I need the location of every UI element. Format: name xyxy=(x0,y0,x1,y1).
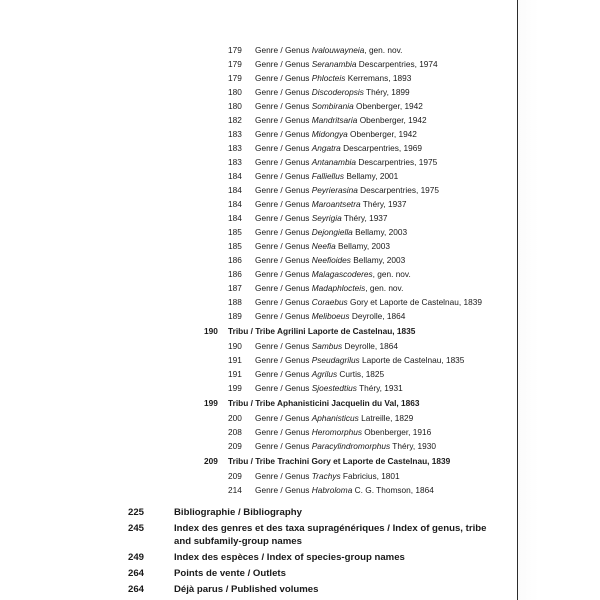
author: Fabricius, 1801 xyxy=(340,471,400,481)
entry-text xyxy=(255,184,439,197)
genus-name: Meliboeus xyxy=(311,311,350,321)
author: Obenberger, 1942 xyxy=(347,129,417,139)
rank-label: Genre / Genus xyxy=(255,341,310,351)
rank-label: Genre / Genus xyxy=(255,143,310,153)
page-number: 249 xyxy=(128,552,145,563)
rank-label: Genre / Genus xyxy=(255,101,310,111)
section-title: Index des espèces / Index of species-group names xyxy=(174,552,405,563)
entry-text xyxy=(255,212,388,225)
entry-text xyxy=(255,86,410,99)
entry-text xyxy=(255,198,406,211)
rank-label: Genre / Genus xyxy=(255,471,310,481)
rank-label: Genre / Genus xyxy=(255,241,310,251)
tribe-label: Tribu / Tribe Aphanisticini Jacquelin du Val, 1863 xyxy=(228,398,420,408)
page-number: 209 xyxy=(228,441,242,451)
genus-name: Sjoestedtius xyxy=(311,383,357,393)
page-number: 179 xyxy=(228,73,242,83)
genus-name: Maroantsetra xyxy=(311,199,361,209)
rank-label: Genre / Genus xyxy=(255,129,310,139)
page-number: 188 xyxy=(228,297,242,307)
entry-text xyxy=(255,282,403,295)
author: Bellamy, 2001 xyxy=(344,171,399,181)
entry-text xyxy=(255,484,434,497)
genus-name: Falliellus xyxy=(311,171,345,181)
entry-text xyxy=(255,382,403,395)
page-number: 186 xyxy=(228,269,242,279)
author: Laporte de Castelnau, 1835 xyxy=(359,355,465,365)
entry-text xyxy=(255,412,413,425)
page-number: 180 xyxy=(228,101,242,111)
rank-label: Genre / Genus xyxy=(255,185,310,195)
page-number: 183 xyxy=(228,129,242,139)
rank-label: Genre / Genus xyxy=(255,59,310,69)
genus-name: Phlocteis xyxy=(311,73,346,83)
section-title: Bibliographie / Bibliography xyxy=(174,507,302,518)
author: Théry, 1937 xyxy=(341,213,388,223)
rank-label: Genre / Genus xyxy=(255,87,310,97)
entry-text xyxy=(255,100,423,113)
genus-name: Habroloma xyxy=(311,485,353,495)
rank-label: Genre / Genus xyxy=(255,427,310,437)
page-edge-line xyxy=(517,0,518,600)
rank-label: Genre / Genus xyxy=(255,383,310,393)
page-number: 186 xyxy=(228,255,242,265)
author: , gen. nov. xyxy=(365,283,404,293)
entry-text xyxy=(255,44,402,57)
author: Latreille, 1829 xyxy=(358,413,414,423)
entry-text xyxy=(255,470,400,483)
entry-text xyxy=(255,240,390,253)
genus-name: Heromorphus xyxy=(311,427,362,437)
entry-text xyxy=(255,426,431,439)
page-margin xyxy=(518,0,600,600)
rank-label: Genre / Genus xyxy=(255,441,310,451)
author: C. G. Thomson, 1864 xyxy=(352,485,434,495)
genus-name: Antanambia xyxy=(311,157,357,167)
genus-name: Paracylindromorphus xyxy=(311,441,391,451)
author: Curtis, 1825 xyxy=(337,369,385,379)
author: Obenberger, 1916 xyxy=(362,427,432,437)
entry-text xyxy=(255,296,482,309)
rank-label: Genre / Genus xyxy=(255,157,310,167)
entry-text xyxy=(255,142,422,155)
page-number: 208 xyxy=(228,427,242,437)
entry-text xyxy=(255,368,384,381)
entry-text xyxy=(255,340,398,353)
page-number: 183 xyxy=(228,157,242,167)
author: Descarpentries, 1975 xyxy=(357,185,440,195)
page-number: 184 xyxy=(228,171,242,181)
author: Théry, 1937 xyxy=(360,199,407,209)
rank-label: Genre / Genus xyxy=(255,355,310,365)
genus-name: Malagascoderes xyxy=(311,269,373,279)
page-number: 199 xyxy=(228,383,242,393)
entry-text xyxy=(255,58,438,71)
page-number: 189 xyxy=(228,311,242,321)
page-number: 182 xyxy=(228,115,242,125)
rank-label: Genre / Genus xyxy=(255,369,310,379)
rank-label: Genre / Genus xyxy=(255,171,310,181)
genus-name: Neefia xyxy=(311,241,336,251)
page-number: 185 xyxy=(228,241,242,251)
page-number: 264 xyxy=(128,568,145,579)
page-number: 180 xyxy=(228,87,242,97)
genus-name: Discoderopsis xyxy=(311,87,364,97)
author: Théry, 1930 xyxy=(390,441,436,451)
rank-label: Genre / Genus xyxy=(255,269,310,279)
author: Bellamy, 2003 xyxy=(352,227,408,237)
author: Descarpentries, 1975 xyxy=(356,157,438,167)
entry-text xyxy=(255,72,411,85)
genus-name: Seranambia xyxy=(311,59,357,69)
author: Obenberger, 1942 xyxy=(357,115,427,125)
rank-label: Genre / Genus xyxy=(255,199,310,209)
tribe-label: Tribu / Tribe Agrilini Laporte de Castelnau, 1835 xyxy=(228,326,416,336)
author: Théry, 1931 xyxy=(356,383,403,393)
genus-name: Madaphlocteis xyxy=(311,283,366,293)
rank-label: Genre / Genus xyxy=(255,213,310,223)
entry-text xyxy=(255,114,427,127)
author: Théry, 1899 xyxy=(363,87,410,97)
page-number: 184 xyxy=(228,213,242,223)
genus-name: Coraebus xyxy=(311,297,348,307)
author: Gory et Laporte de Castelnau, 1839 xyxy=(347,297,482,307)
author: Kerremans, 1893 xyxy=(345,73,412,83)
page-number: 190 xyxy=(228,341,242,351)
author: , gen. nov. xyxy=(364,45,403,55)
page-number: 264 xyxy=(128,584,145,595)
author: Deyrolle, 1864 xyxy=(342,341,398,351)
entry-text xyxy=(255,310,405,323)
entry-text xyxy=(255,354,464,367)
author: Deyrolle, 1864 xyxy=(349,311,406,321)
rank-label: Genre / Genus xyxy=(255,73,310,83)
genus-name: Angatra xyxy=(311,143,341,153)
genus-name: Peyrierasina xyxy=(311,185,358,195)
rank-label: Genre / Genus xyxy=(255,413,310,423)
rank-label: Genre / Genus xyxy=(255,283,310,293)
author: Obenberger, 1942 xyxy=(353,101,423,111)
genus-name: Pseudagrilus xyxy=(311,355,360,365)
entry-text xyxy=(255,254,405,267)
page-number: 214 xyxy=(228,485,242,495)
page-number: 191 xyxy=(228,355,242,365)
rank-label: Genre / Genus xyxy=(255,297,310,307)
author: Bellamy, 2003 xyxy=(350,255,406,265)
section-title-line2: and subfamily-group names xyxy=(174,536,302,547)
genus-name: Sombirania xyxy=(311,101,354,111)
entry-text xyxy=(255,170,398,183)
section-title: Index des genres et des taxa supragénériques / Index of genus, tribe xyxy=(174,523,487,534)
entry-text xyxy=(255,268,411,281)
author: , gen. nov. xyxy=(372,269,411,279)
section-title: Déjà parus / Published volumes xyxy=(174,584,319,595)
author: Descarpentries, 1969 xyxy=(340,143,422,153)
rank-label: Genre / Genus xyxy=(255,255,310,265)
rank-label: Genre / Genus xyxy=(255,45,310,55)
page-number: 179 xyxy=(228,59,242,69)
page-number: 184 xyxy=(228,199,242,209)
genus-name: Sambus xyxy=(311,341,343,351)
page-number: 200 xyxy=(228,413,242,423)
genus-name: Dejongiella xyxy=(311,227,353,237)
rank-label: Genre / Genus xyxy=(255,485,310,495)
entry-text xyxy=(255,226,407,239)
entry-text xyxy=(255,128,417,141)
page-number: 184 xyxy=(228,185,242,195)
rank-label: Genre / Genus xyxy=(255,311,310,321)
genus-name: Trachys xyxy=(311,471,341,481)
entry-text xyxy=(255,156,437,169)
page-number: 245 xyxy=(128,523,145,534)
genus-name: Aphanisticus xyxy=(311,413,359,423)
genus-name: Midongya xyxy=(311,129,348,139)
genus-name: Agrilus xyxy=(311,369,338,379)
genus-name: Neefioides xyxy=(311,255,351,265)
page-number: 191 xyxy=(228,369,242,379)
tribe-label: Tribu / Tribe Trachini Gory et Laporte de Castelnau, 1839 xyxy=(228,456,451,466)
genus-name: Mandritsaria xyxy=(311,115,358,125)
author: Descarpentries, 1974 xyxy=(356,59,438,69)
page-number: 199 xyxy=(204,398,218,408)
page-number: 187 xyxy=(228,283,242,293)
page-number: 225 xyxy=(128,507,145,518)
page-number: 179 xyxy=(228,45,242,55)
genus-name: Ivalouwayneia xyxy=(311,45,365,55)
page-number: 183 xyxy=(228,143,242,153)
page-number: 209 xyxy=(228,471,242,481)
rank-label: Genre / Genus xyxy=(255,227,310,237)
section-title: Points de vente / Outlets xyxy=(174,568,286,579)
page-number: 190 xyxy=(204,326,218,336)
author: Bellamy, 2003 xyxy=(335,241,390,251)
entry-text xyxy=(255,440,436,453)
genus-name: Seyrigia xyxy=(311,213,342,223)
page-number: 209 xyxy=(204,456,218,466)
page-number: 185 xyxy=(228,227,242,237)
rank-label: Genre / Genus xyxy=(255,115,310,125)
